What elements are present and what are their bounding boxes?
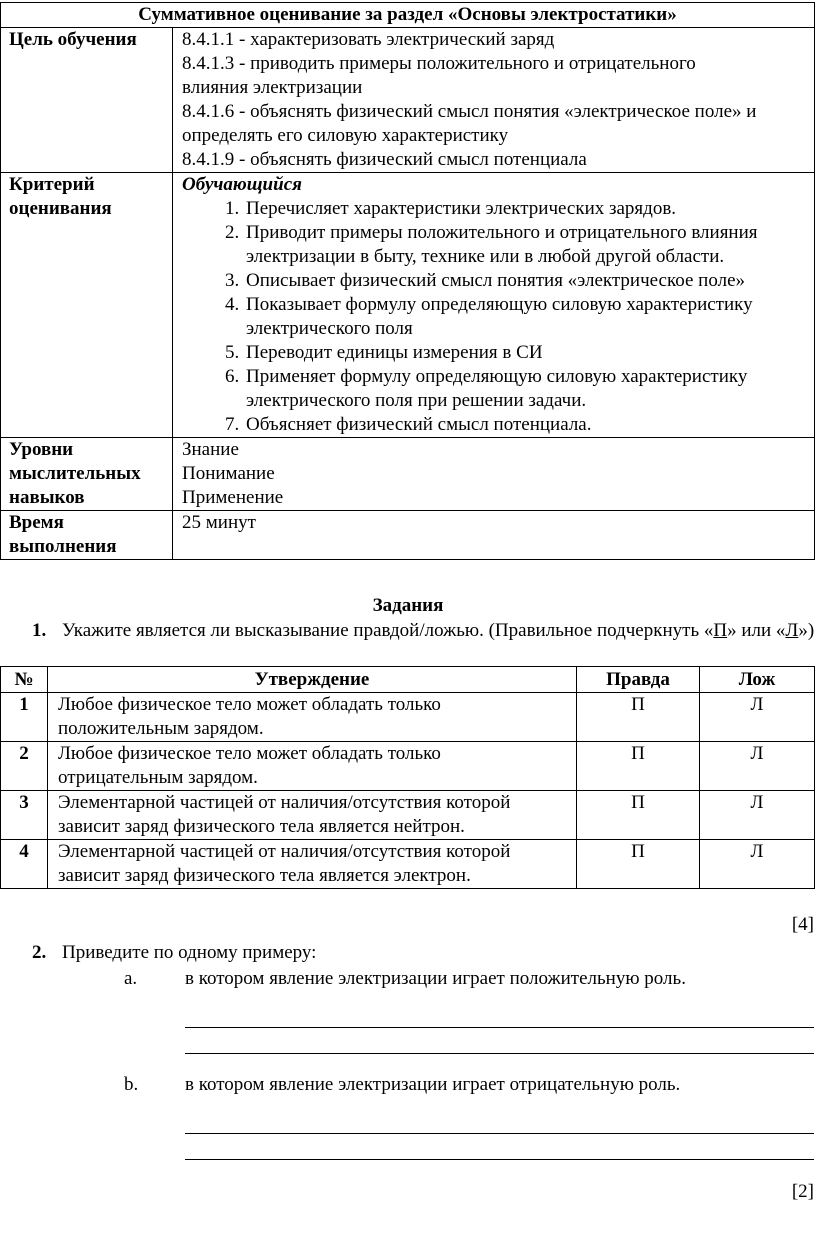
score-q1: [4]	[791, 914, 814, 935]
row-statement: Элементарной частицей от наличия/отсутствия которой зависит заряд физического тела является нейтрон.	[48, 791, 577, 840]
goal-line: определять его силовую характеристику	[182, 125, 509, 146]
criteria-item: 3. Описывает физический смысл понятия «электрическое поле»	[244, 269, 814, 293]
sub-text: в котором явление электризации играет отрицательную роль.	[185, 1074, 681, 1095]
assessment-info-table	[0, 2, 815, 560]
row-statement: Элементарной частицей от наличия/отсутствия которой зависит заряд физического тела является электрон.	[48, 840, 577, 889]
row-number: 1	[1, 693, 48, 742]
goal-line: 8.4.1.1 - характеризовать электрический заряд	[182, 29, 555, 50]
criteria-intro: Обучающийся	[182, 174, 302, 195]
goal-line: 8.4.1.6 - объяснять физический смысл понятия «электрическое поле» и	[182, 101, 757, 122]
criteria-item: 1. Перечисляет характеристики электрических зарядов.	[244, 197, 814, 221]
goal-line: 8.4.1.3 - приводить примеры положительного и отрицательного	[182, 53, 696, 74]
levels-list	[173, 438, 815, 511]
answer-line[interactable]	[185, 1027, 814, 1028]
row-number: 3	[1, 791, 48, 840]
criteria-list	[182, 197, 814, 437]
sub-letter: b.	[124, 1074, 139, 1095]
header-true: Правда	[577, 667, 700, 693]
time-label: Время выполнения	[1, 511, 173, 560]
table-header-row	[1, 667, 815, 693]
answer-line[interactable]	[185, 1133, 814, 1134]
answer-false-option[interactable]: Л	[700, 791, 815, 840]
goal-list	[173, 28, 815, 173]
criteria-label: Критерий оценивания	[1, 173, 173, 438]
score-q2: [2]	[791, 1181, 814, 1202]
goal-label: Цель обучения	[1, 28, 173, 173]
row-statement: Любое физическое тело может обладать только отрицательным зарядом.	[48, 742, 577, 791]
sub-text: в котором явление электризации играет положительную роль.	[185, 968, 686, 989]
row-number: 4	[1, 840, 48, 889]
answer-line[interactable]	[185, 1159, 814, 1160]
question-text: Приведите по одному примеру:	[62, 942, 317, 963]
criteria-item: 7. Объясняет физический смысл потенциала.	[244, 413, 814, 437]
header-statement: Утверждение	[48, 667, 577, 693]
question-text: Укажите является ли высказывание правдой/ложью. (Правильное подчеркнуть «П» или «Л»)	[62, 620, 815, 641]
mark-false: Л	[785, 620, 799, 641]
table-row	[1, 693, 815, 742]
mark-true: П	[713, 620, 728, 641]
table-row	[1, 791, 815, 840]
table-row	[1, 742, 815, 791]
sub-letter: a.	[124, 968, 138, 989]
criteria-item: 5. Переводит единицы измерения в СИ	[244, 341, 814, 365]
goal-line: влияния электризации	[182, 77, 363, 98]
tasks-title: Задания	[372, 595, 444, 616]
answer-true-option[interactable]: П	[577, 742, 700, 791]
header-num: №	[1, 667, 48, 693]
answer-false-option[interactable]: Л	[700, 742, 815, 791]
criteria-item: 6. Применяет формулу определяющую силовую характеристику электрического поля при решении задачи.	[244, 365, 814, 413]
levels-label: Уровни мыслительных навыков	[1, 438, 173, 511]
answer-line[interactable]	[185, 1053, 814, 1054]
criteria-item: 2. Приводит примеры положительного и отрицательного влияния электризации в быту, технике или в любой другой области.	[244, 221, 814, 269]
answer-false-option[interactable]: Л	[700, 693, 815, 742]
level-item: Понимание	[182, 463, 275, 484]
question-number: 2.	[32, 942, 47, 963]
question-number: 1.	[32, 620, 47, 641]
criteria-item: 4. Показывает формулу определяющую силовую характеристику электрического поля	[244, 293, 814, 341]
level-item: Применение	[182, 487, 284, 508]
statements-table	[0, 666, 815, 889]
answer-true-option[interactable]: П	[577, 693, 700, 742]
time-value: 25 минут	[173, 511, 815, 560]
answer-true-option[interactable]: П	[577, 840, 700, 889]
row-statement: Любое физическое тело может обладать только положительным зарядом.	[48, 693, 577, 742]
answer-true-option[interactable]: П	[577, 791, 700, 840]
criteria-cell	[173, 173, 815, 438]
assessment-title: Суммативное оценивание за раздел «Основы электростатики»	[1, 3, 815, 28]
row-number: 2	[1, 742, 48, 791]
answer-false-option[interactable]: Л	[700, 840, 815, 889]
header-false: Лож	[700, 667, 815, 693]
goal-line: 8.4.1.9 - объяснять физический смысл потенциала	[182, 149, 587, 170]
table-row	[1, 840, 815, 889]
level-item: Знание	[182, 439, 239, 460]
